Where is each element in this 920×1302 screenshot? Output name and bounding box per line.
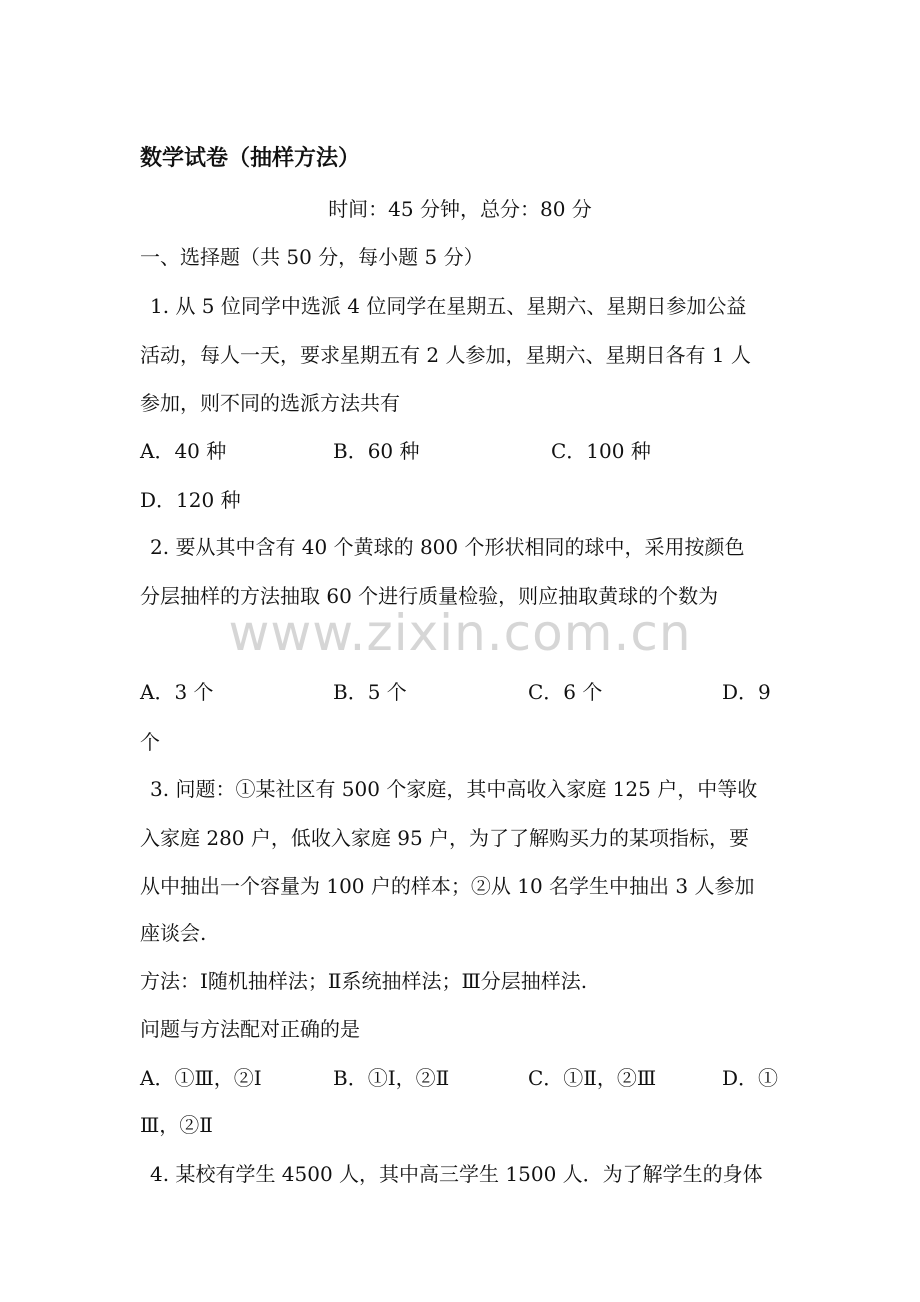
q3-line-2: 入家庭 280 户，低收入家庭 95 户，为了了解购买力的某项指标，要 — [140, 826, 750, 850]
q3-option-a: A．①Ⅲ，②Ⅰ — [140, 1066, 262, 1090]
exam-meta: 时间：45 分钟，总分：80 分 — [328, 197, 592, 221]
q1-option-c: C．100 种 — [551, 439, 651, 463]
q2-line-1: 2. 要从其中含有 40 个黄球的 800 个形状相同的球中，采用按颜色 — [150, 535, 745, 559]
q1-line-1: 1. 从 5 位同学中选派 4 位同学在星期五、星期六、星期日参加公益 — [150, 294, 747, 318]
q3-methods: 方法：Ⅰ随机抽样法；Ⅱ系统抽样法；Ⅲ分层抽样法. — [140, 969, 588, 993]
q3-prompt: 问题与方法配对正确的是 — [140, 1017, 360, 1041]
q3-option-c: C．①Ⅱ，②Ⅲ — [528, 1066, 657, 1090]
q3-line-3: 从中抽出一个容量为 100 户的样本；②从 10 名学生中抽出 3 人参加 — [140, 874, 755, 898]
q4-line-1: 4. 某校有学生 4500 人，其中高三学生 1500 人．为了解学生的身体 — [150, 1162, 763, 1186]
q2-option-d: D．9 — [722, 680, 771, 704]
q3-option-d-cont: Ⅲ，②Ⅱ — [140, 1113, 213, 1137]
q2-option-d-unit: 个 — [140, 730, 160, 754]
q3-line-4: 座谈会. — [140, 921, 207, 945]
watermark: www.zixin.com.cn — [228, 604, 692, 662]
q2-option-a: A．3 个 — [140, 680, 214, 704]
q2-option-b: B．5 个 — [333, 680, 407, 704]
q3-line-1: 3. 问题：①某社区有 500 个家庭，其中高收入家庭 125 户，中等收 — [150, 777, 758, 801]
q1-option-a: A．40 种 — [140, 439, 227, 463]
q1-line-2: 活动，每人一天，要求星期五有 2 人参加，星期六、星期日各有 1 人 — [140, 343, 751, 367]
q1-option-b: B．60 种 — [333, 439, 420, 463]
section-heading: 一、选择题（共 50 分，每小题 5 分） — [140, 245, 484, 269]
q3-option-b: B．①Ⅰ，②Ⅱ — [333, 1066, 450, 1090]
q1-line-3: 参加，则不同的选派方法共有 — [140, 391, 400, 415]
q3-option-d: D．① — [722, 1066, 779, 1090]
page-title: 数学试卷（抽样方法） — [140, 146, 361, 171]
q1-option-d: D．120 种 — [140, 488, 241, 512]
q2-line-2: 分层抽样的方法抽取 60 个进行质量检验，则应抽取黄球的个数为 — [140, 584, 719, 608]
q2-option-c: C．6 个 — [528, 680, 603, 704]
